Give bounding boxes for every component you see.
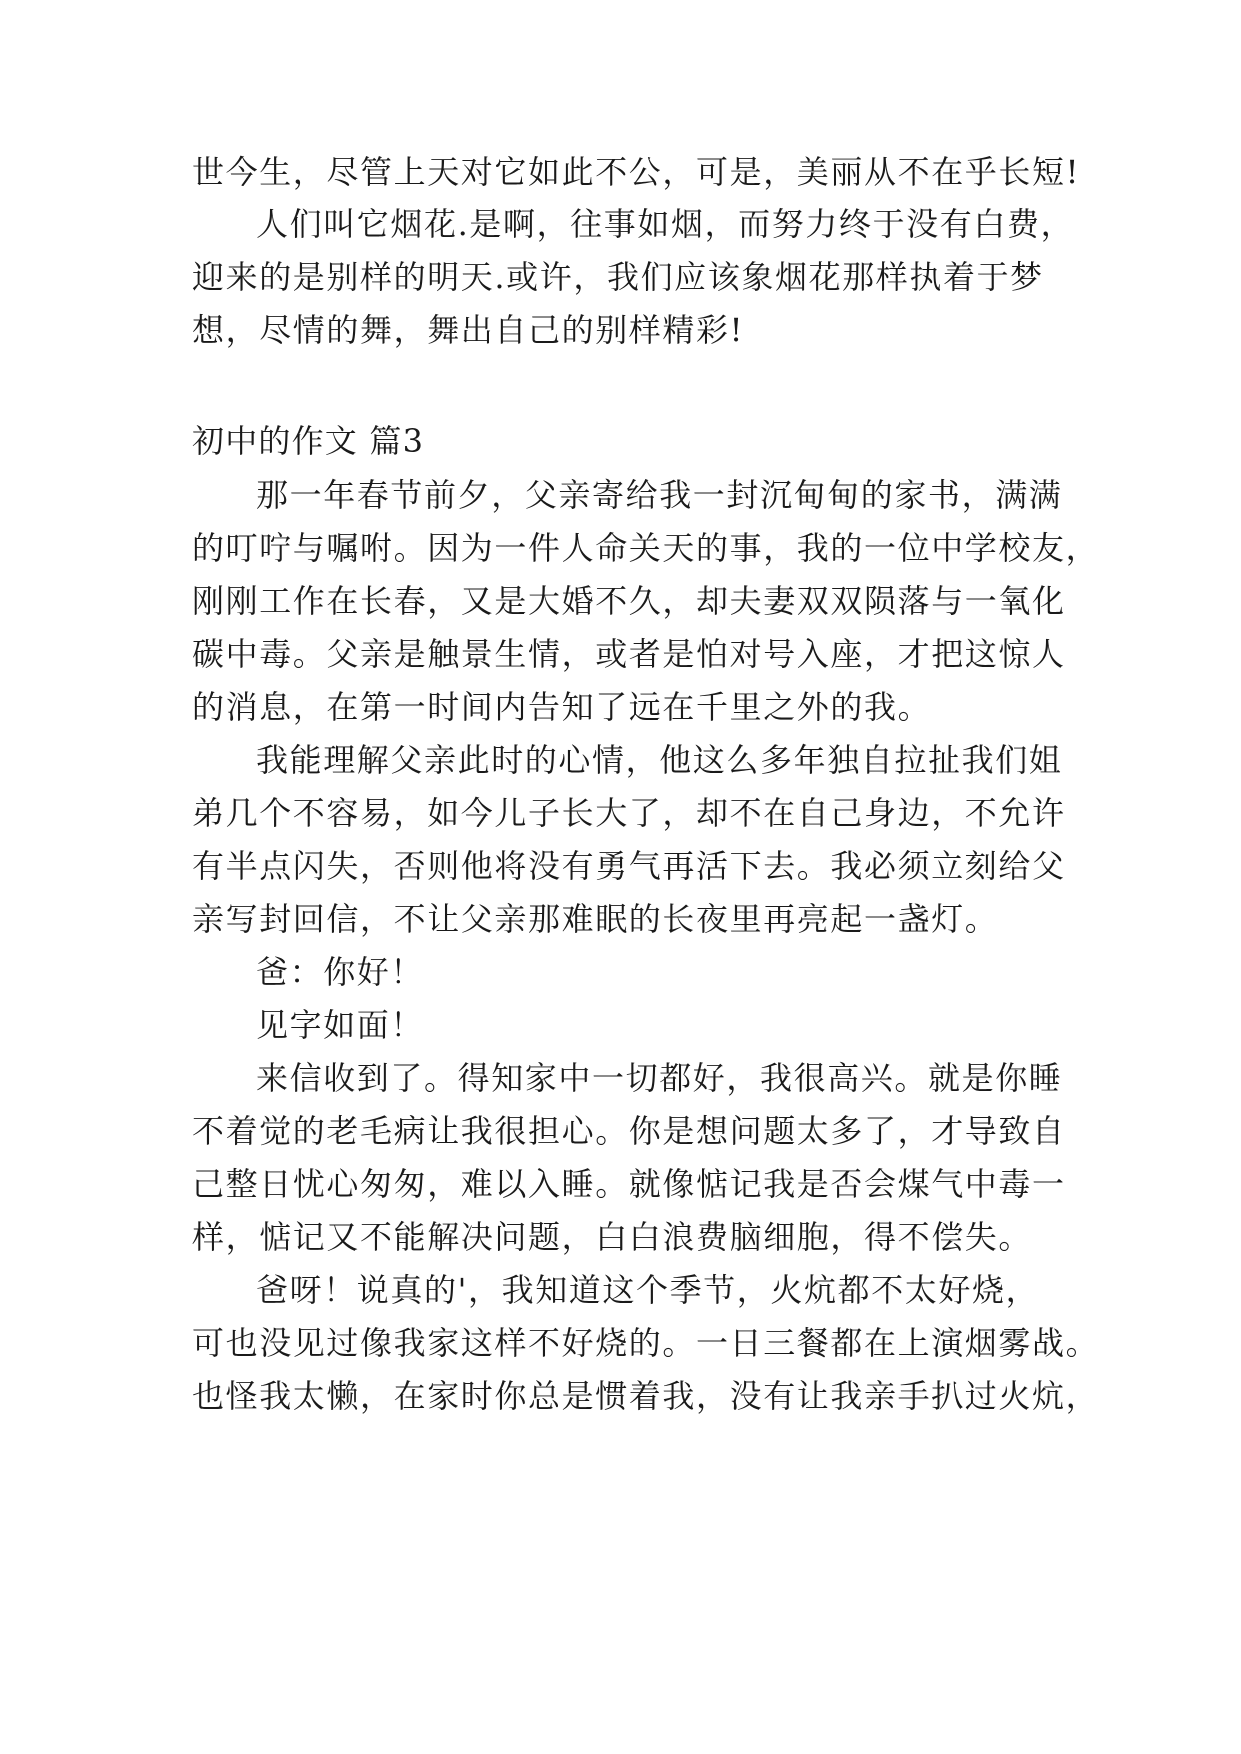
text-line: 迎来的是别样的明天.或许，我们应该象烟花那样执着于梦 <box>192 258 1044 296</box>
text-line: 那一年春节前夕，父亲寄给我一封沉甸甸的家书，满满 <box>256 476 1063 514</box>
text-line: 有半点闪失，否则他将没有勇气再活下去。我必须立刻给父 <box>192 847 1066 885</box>
text-line: 我能理解父亲此时的心情，他这么多年独自拉扯我们姐 <box>256 741 1063 779</box>
text-line: 想，尽情的舞，舞出自己的别样精彩! <box>192 311 745 349</box>
text-line: 世今生，尽管上天对它如此不公，可是，美丽从不在乎长短! <box>192 153 1081 191</box>
text-line: 刚刚工作在长春，又是大婚不久，却夫妻双双陨落与一氧化 <box>192 582 1066 620</box>
text-line: 样，惦记又不能解决问题，白白浪费脑细胞，得不偿失。 <box>192 1218 1033 1256</box>
text-line: 不着觉的老毛病让我很担心。你是想问题太多了，才导致自 <box>192 1112 1066 1150</box>
section-heading: 初中的作文 篇3 <box>192 422 425 460</box>
text-line: 的消息，在第一时间内告知了远在千里之外的我。 <box>192 688 932 726</box>
text-line: 的叮咛与嘱咐。因为一件人命关天的事，我的一位中学校友， <box>192 529 1100 567</box>
letter-greeting: 见字如面！ <box>256 1006 425 1044</box>
text-line: 可也没见过像我家这样不好烧的。一日三餐都在上演烟雾战。 <box>192 1324 1100 1362</box>
text-line: 己整日忧心匆匆，难以入睡。就像惦记我是否会煤气中毒一 <box>192 1165 1066 1203</box>
text-line: 弟几个不容易，如今儿子长大了，却不在自己身边，不允许 <box>192 794 1066 832</box>
text-line: 来信收到了。得知家中一切都好，我很高兴。就是你睡 <box>256 1059 1063 1097</box>
text-line: 碳中毒。父亲是触景生情，或者是怕对号入座，才把这惊人 <box>192 635 1066 673</box>
text-line: 人们叫它烟花.是啊，往事如烟，而努力终于没有白费， <box>256 205 1075 243</box>
text-line: 爸呀！说真的'，我知道这个季节，火炕都不太好烧， <box>256 1271 1040 1309</box>
text-line: 也怪我太懒，在家时你总是惯着我，没有让我亲手扒过火炕， <box>192 1377 1100 1415</box>
letter-salutation: 爸：你好！ <box>256 953 425 991</box>
text-line: 亲写封回信，不让父亲那难眠的长夜里再亮起一盏灯。 <box>192 900 999 938</box>
